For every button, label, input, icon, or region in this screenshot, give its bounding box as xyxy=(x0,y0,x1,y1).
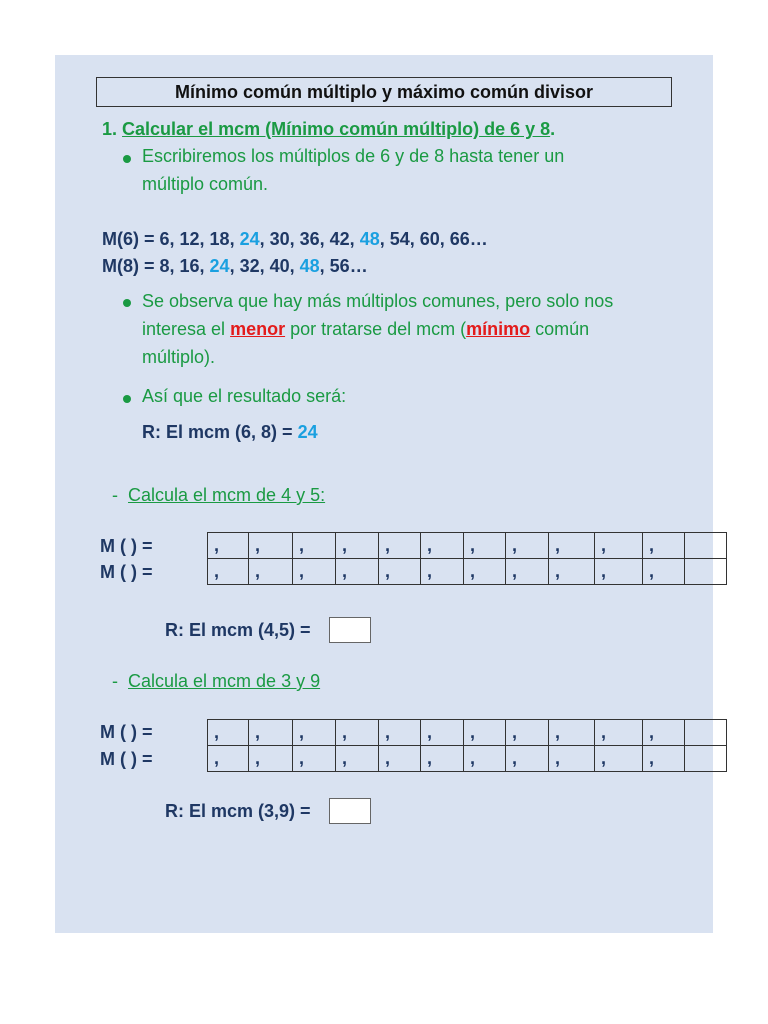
grid-separator: , xyxy=(385,561,391,581)
bullet2-text-c: común xyxy=(530,319,590,339)
exercise1-row2-label: M ( ) = xyxy=(100,562,153,582)
grid-row xyxy=(208,746,727,772)
grid-separator: , xyxy=(255,535,261,555)
multiples-of-6 xyxy=(102,229,488,250)
section-heading-text: Calcular el mcm (Mínimo común múltiplo) de 6 y 8 xyxy=(122,119,551,139)
exercise1-heading-text: Calcula el mcm de 4 y 5: xyxy=(128,485,326,505)
grid-separator: , xyxy=(512,561,518,581)
grid-separator: , xyxy=(385,535,391,555)
m6-part2: , 30, 36, 42, xyxy=(259,229,360,249)
grid-row xyxy=(208,559,727,585)
grid-cell[interactable] xyxy=(293,533,336,559)
grid-separator: , xyxy=(649,722,655,742)
grid-separator: , xyxy=(427,561,433,581)
exercise2-heading xyxy=(112,671,320,692)
grid-separator: , xyxy=(385,722,391,742)
grid-cell[interactable] xyxy=(249,720,293,746)
grid-separator: , xyxy=(255,748,261,768)
grid-cell[interactable] xyxy=(293,559,336,585)
grid-cell[interactable] xyxy=(208,559,249,585)
exercise1-answer-box[interactable] xyxy=(329,617,371,643)
highlight-menor: menor xyxy=(230,319,286,339)
bullet-dot xyxy=(123,395,131,403)
grid-cell[interactable] xyxy=(595,746,643,772)
exercise2-dash: - xyxy=(112,671,118,691)
grid-cell[interactable] xyxy=(549,720,595,746)
grid-separator: , xyxy=(342,722,348,742)
section-number: 1. xyxy=(102,119,118,139)
grid-cell[interactable] xyxy=(336,720,379,746)
multiples-of-8 xyxy=(102,256,368,277)
grid-separator: , xyxy=(342,535,348,555)
grid-separator: , xyxy=(601,561,607,581)
grid-separator: , xyxy=(299,561,305,581)
grid-cell[interactable] xyxy=(506,720,549,746)
grid-cell[interactable] xyxy=(208,720,249,746)
grid-cell[interactable] xyxy=(464,559,506,585)
grid-cell[interactable] xyxy=(464,746,506,772)
result-prefix: R: El mcm (6, 8) = xyxy=(142,422,298,442)
grid-separator: , xyxy=(214,535,220,555)
bullet-dot xyxy=(123,299,131,307)
grid-separator: , xyxy=(601,722,607,742)
bullet-dot xyxy=(123,155,131,163)
grid-cell[interactable] xyxy=(506,746,549,772)
grid-separator: , xyxy=(385,748,391,768)
section-heading xyxy=(102,119,555,140)
exercise1-multiples-grid xyxy=(207,532,727,585)
grid-cell[interactable] xyxy=(643,720,685,746)
grid-separator: , xyxy=(299,535,305,555)
grid-cell[interactable] xyxy=(506,559,549,585)
section-heading-dot: . xyxy=(550,119,556,139)
grid-cell[interactable] xyxy=(506,533,549,559)
exercise2-row2-label: M ( ) = xyxy=(100,749,153,769)
grid-separator: , xyxy=(470,748,476,768)
m6-common-48: 48 xyxy=(359,229,380,249)
grid-separator: , xyxy=(470,722,476,742)
grid-separator: , xyxy=(512,748,518,768)
grid-cell[interactable] xyxy=(464,533,506,559)
m8-common-48: 48 xyxy=(299,256,320,276)
grid-cell[interactable] xyxy=(464,720,506,746)
m8-part2: , 32, 40, xyxy=(229,256,300,276)
bullet2-line2 xyxy=(142,319,589,340)
grid-cell[interactable] xyxy=(595,533,643,559)
exercise2-row1-label: M ( ) = xyxy=(100,722,153,742)
grid-separator: , xyxy=(555,748,561,768)
grid-cell[interactable] xyxy=(549,559,595,585)
m8-part3: , 56… xyxy=(319,256,368,276)
grid-separator: , xyxy=(255,561,261,581)
grid-cell[interactable] xyxy=(685,720,727,746)
grid-separator: , xyxy=(649,748,655,768)
exercise1-row1-label: M ( ) = xyxy=(100,536,153,556)
grid-row xyxy=(208,720,727,746)
grid-separator: , xyxy=(427,722,433,742)
grid-cell[interactable] xyxy=(685,746,727,772)
grid-cell[interactable] xyxy=(549,533,595,559)
highlight-minimo: mínimo xyxy=(466,319,531,339)
grid-cell[interactable] xyxy=(595,720,643,746)
grid-separator: , xyxy=(214,722,220,742)
grid-cell[interactable] xyxy=(643,746,685,772)
grid-cell[interactable] xyxy=(293,746,336,772)
m6-part3: , 54, 60, 66… xyxy=(379,229,488,249)
grid-separator: , xyxy=(555,535,561,555)
result-line xyxy=(142,422,318,443)
grid-cell[interactable] xyxy=(421,533,464,559)
bullet1-line1: Escribiremos los múltiplos de 6 y de 8 hasta tener un xyxy=(142,146,565,166)
grid-cell[interactable] xyxy=(685,533,727,559)
grid-separator: , xyxy=(470,561,476,581)
grid-separator: , xyxy=(342,748,348,768)
grid-separator: , xyxy=(601,748,607,768)
bullet2-text-b: por tratarse del mcm ( xyxy=(285,319,467,339)
grid-separator: , xyxy=(214,561,220,581)
m8-part1: M(8) = 8, 16, xyxy=(102,256,210,276)
grid-cell[interactable] xyxy=(336,746,379,772)
grid-cell[interactable] xyxy=(685,559,727,585)
grid-cell[interactable] xyxy=(379,559,421,585)
grid-separator: , xyxy=(299,722,305,742)
grid-cell[interactable] xyxy=(208,533,249,559)
grid-separator: , xyxy=(342,561,348,581)
grid-separator: , xyxy=(512,535,518,555)
exercise2-multiples-grid xyxy=(207,719,727,772)
bullet1-line2: múltiplo común. xyxy=(142,174,269,194)
grid-cell[interactable] xyxy=(249,559,293,585)
grid-cell[interactable] xyxy=(249,746,293,772)
grid-cell[interactable] xyxy=(421,559,464,585)
bullet2-line1: Se observa que hay más múltiplos comunes, pero solo nos xyxy=(142,291,614,311)
bullet2-text-a: interesa el xyxy=(142,319,231,339)
grid-cell[interactable] xyxy=(336,559,379,585)
grid-separator: , xyxy=(470,535,476,555)
exercise2-answer-box[interactable] xyxy=(329,798,371,824)
grid-separator: , xyxy=(214,748,220,768)
grid-cell[interactable] xyxy=(249,533,293,559)
bullet2-line3: múltiplo). xyxy=(142,347,216,367)
grid-cell[interactable] xyxy=(643,559,685,585)
m6-part1: M(6) = 6, 12, 18, xyxy=(102,229,240,249)
result-value: 24 xyxy=(297,422,318,442)
grid-separator: , xyxy=(649,535,655,555)
grid-separator: , xyxy=(555,561,561,581)
grid-cell[interactable] xyxy=(208,746,249,772)
grid-cell[interactable] xyxy=(336,533,379,559)
grid-cell[interactable] xyxy=(421,746,464,772)
bullet3-text: Así que el resultado será: xyxy=(142,386,347,406)
worksheet-title: Mínimo común múltiplo y máximo común divisor xyxy=(96,77,672,107)
grid-separator: , xyxy=(601,535,607,555)
grid-separator: , xyxy=(555,722,561,742)
m8-common-24: 24 xyxy=(209,256,230,276)
exercise1-dash: - xyxy=(112,485,118,505)
grid-cell[interactable] xyxy=(549,746,595,772)
grid-row xyxy=(208,533,727,559)
exercise1-heading xyxy=(112,485,325,506)
grid-cell[interactable] xyxy=(379,720,421,746)
grid-cell[interactable] xyxy=(293,720,336,746)
grid-separator: , xyxy=(512,722,518,742)
grid-cell[interactable] xyxy=(421,720,464,746)
grid-separator: , xyxy=(649,561,655,581)
exercise1-answer-label: R: El mcm (4,5) = xyxy=(165,620,311,640)
grid-cell[interactable] xyxy=(379,746,421,772)
grid-separator: , xyxy=(427,748,433,768)
exercise2-answer-label: R: El mcm (3,9) = xyxy=(165,801,311,821)
grid-separator: , xyxy=(299,748,305,768)
grid-separator: , xyxy=(427,535,433,555)
exercise2-heading-text: Calcula el mcm de 3 y 9 xyxy=(128,671,321,691)
grid-separator: , xyxy=(255,722,261,742)
grid-cell[interactable] xyxy=(643,533,685,559)
grid-cell[interactable] xyxy=(595,559,643,585)
grid-cell[interactable] xyxy=(379,533,421,559)
m6-common-24: 24 xyxy=(239,229,260,249)
